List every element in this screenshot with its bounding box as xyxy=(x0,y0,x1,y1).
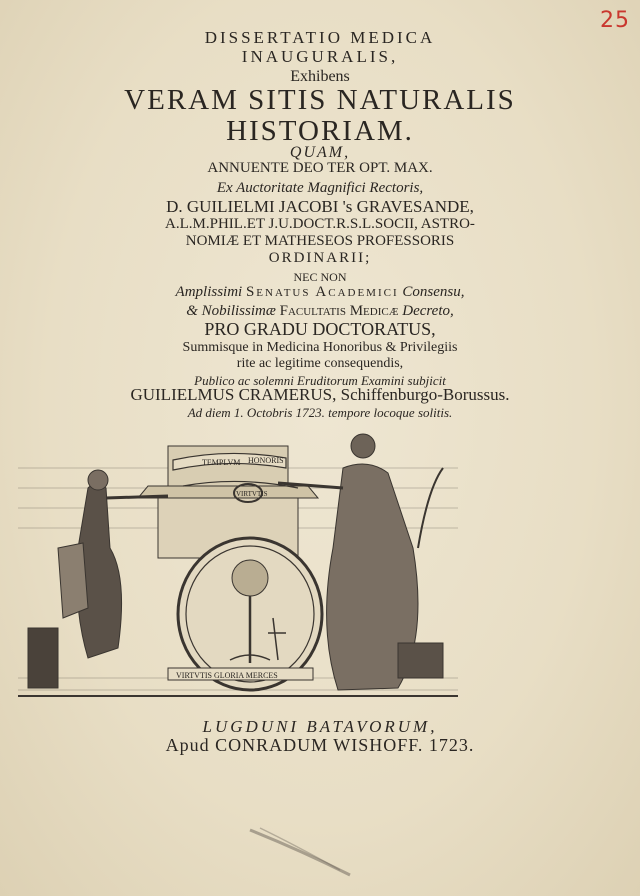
ribbon-motto: VIRTVTIS GLORIA MERCES xyxy=(176,671,278,680)
pro-gradu-line: PRO GRADU DOCTORATUS, xyxy=(204,319,436,339)
author-line: GUILIELMUS CRAMERUS, Schiffenburgo-Borussus. xyxy=(130,385,510,404)
rector-name-line: D. GUILIELMI JACOBI 's GRAVESANDE, xyxy=(166,197,474,216)
imprint-place: LUGDUNI BATAVORUM, xyxy=(202,717,438,736)
heading-line-1: DISSERTATIO MEDICA xyxy=(204,28,436,47)
facultatis-caps: Facultatis Medicæ xyxy=(279,303,399,319)
ordinarii-line: ORDINARII; xyxy=(268,250,372,266)
rite-line: rite ac legitime consequendis, xyxy=(236,356,404,371)
facultatis-italic: & Nobilissimæ xyxy=(186,303,276,319)
banner-text-lower: VIRTVTIS xyxy=(236,490,268,498)
date-line: Ad diem 1. Octobris 1723. tempore locoque solitis. xyxy=(187,405,453,420)
banner-text-right: HONORIS xyxy=(248,456,284,465)
publico-line: Publico ac solemni Eruditorum Examini subjicit xyxy=(194,373,446,388)
summisque-line: Summisque in Medicina Honoribus & Privilegiis xyxy=(182,340,458,355)
imprint-publisher: Apud CONRADUM WISHOFF. 1723. xyxy=(165,735,475,755)
main-title-line-2: HISTORIAM. xyxy=(226,115,414,147)
rector-titles-line-2: NOMIÆ ET MATHESEOS PROFESSORIS xyxy=(185,233,455,249)
banner-text-left: TEMPLVM xyxy=(202,458,241,467)
nec-non-line: NEC NON xyxy=(293,270,347,284)
senatus-line xyxy=(0,284,640,301)
senatus-caps: Senatus Academici xyxy=(245,284,399,300)
facultatis-line xyxy=(0,303,640,320)
senatus-italic: Amplissimi xyxy=(175,284,243,300)
heading-line-2: INAUGURALIS, xyxy=(241,47,399,66)
annuente-line: ANNUENTE DEO TER OPT. MAX. xyxy=(207,160,433,176)
heading-line-3: Exhibens xyxy=(290,68,350,85)
engraving-illustration xyxy=(18,428,458,710)
main-title-line-1: VERAM SITIS NATURALIS xyxy=(124,84,516,116)
senatus-italic-end: Consensu, xyxy=(402,284,465,300)
facultatis-italic-end: Decreto, xyxy=(402,303,454,319)
stain-mark xyxy=(240,820,360,880)
quam-line: QUAM, xyxy=(289,144,351,161)
rector-titles-line-1: A.L.M.PHIL.ET J.U.DOCT.R.S.L.SOCII, ASTRO- xyxy=(165,216,475,232)
page-number: 25 xyxy=(600,8,630,33)
auctoritate-line: Ex Auctoritate Magnifici Rectoris, xyxy=(216,180,424,196)
